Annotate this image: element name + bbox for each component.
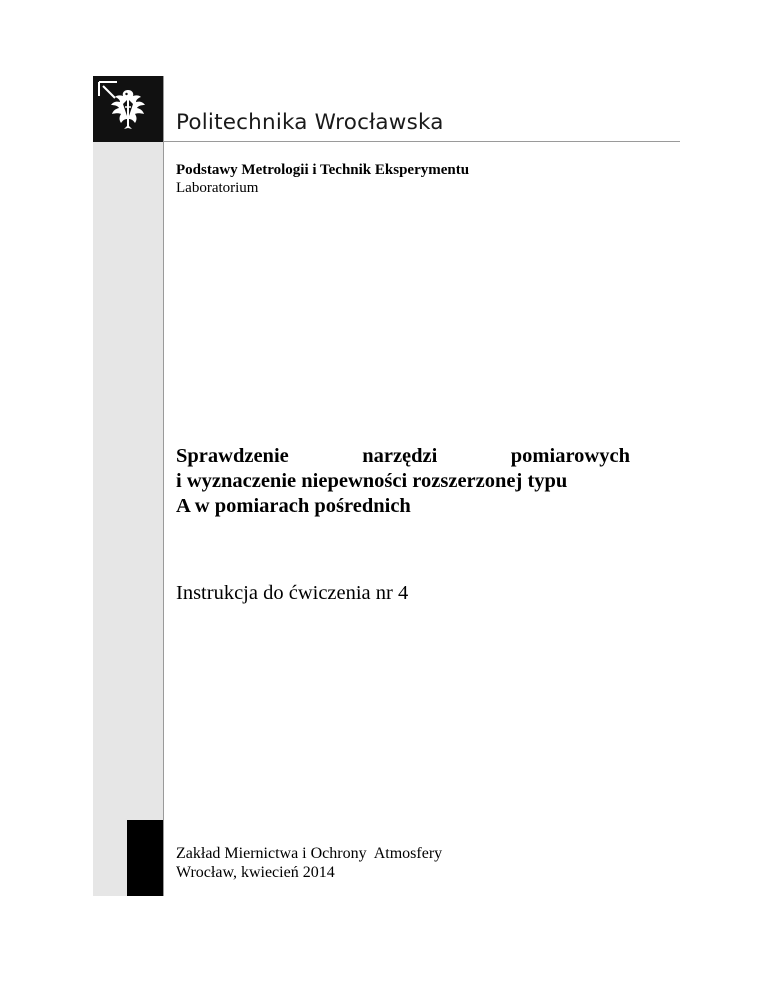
footer-black-bar	[127, 820, 163, 896]
title-line-1	[176, 444, 630, 469]
eagle-emblem-icon	[93, 76, 163, 142]
title-line-3: A w pomiarach pośrednich	[176, 495, 411, 517]
title-word: Sprawdzenie	[176, 445, 289, 467]
university-name: Politechnika Wrocławska	[176, 110, 444, 135]
place-date: Wrocław, kwiecień 2014	[176, 864, 335, 881]
document-subtitle: Instrukcja do ćwiczenia nr 4	[176, 582, 409, 604]
document-title	[176, 444, 630, 519]
vertical-divider	[163, 76, 164, 896]
title-word: narzędzi	[362, 445, 438, 467]
department-name: Zakład Miernictwa i Ochrony Atmosfery	[176, 845, 443, 862]
university-logo	[93, 76, 163, 142]
title-word: pomiarowych	[510, 445, 630, 467]
side-strip	[93, 76, 163, 896]
header-rule	[163, 141, 680, 142]
course-type: Laboratorium	[176, 180, 259, 196]
course-name: Podstawy Metrologii i Technik Eksperymentu	[176, 162, 470, 178]
title-line-2: i wyznaczenie niepewności rozszerzonej typu	[176, 470, 568, 492]
